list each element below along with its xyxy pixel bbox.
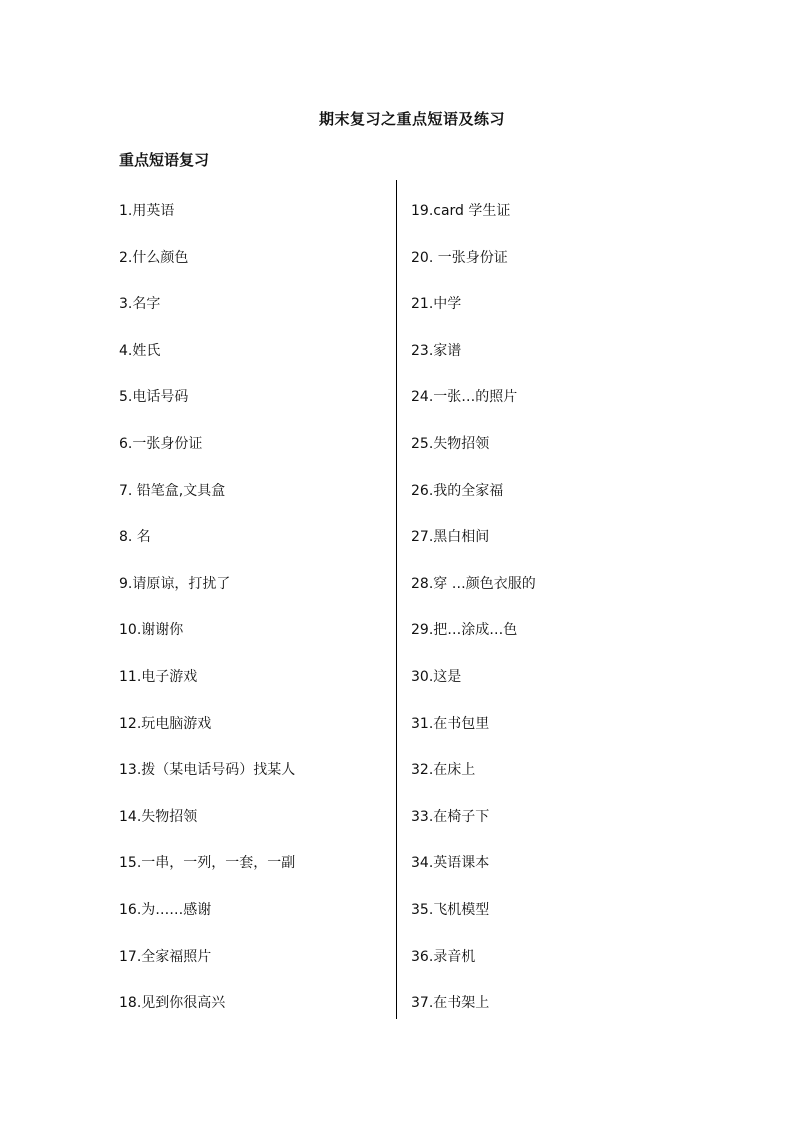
phrase-list-left (119, 200, 295, 1039)
phrase-item: 16.为……感谢 (119, 901, 212, 918)
phrase-item: 14.失物招领 (119, 808, 198, 825)
phrase-item: 4.姓氏 (119, 342, 161, 359)
phrase-item: 13.拨（某电话号码）找某人 (119, 762, 296, 779)
phrase-item: 29.把…涂成…色 (411, 622, 518, 639)
section-heading: 重点短语复习 (119, 151, 210, 169)
phrase-item: 12.玩电脑游戏 (119, 715, 212, 732)
phrase-item: 37.在书架上 (411, 995, 490, 1012)
phrase-item: 36.录音机 (411, 948, 476, 965)
phrase-item: 31.在书包里 (411, 715, 490, 732)
phrase-item: 26.我的全家福 (411, 482, 504, 499)
phrase-item: 18.见到你很高兴 (119, 995, 226, 1012)
phrase-item: 2.什么颜色 (119, 249, 189, 266)
phrase-item: 5.电话号码 (119, 389, 189, 406)
phrase-item: 6.一张身份证 (119, 435, 203, 452)
document-title: 期末复习之重点短语及练习 (318, 110, 505, 128)
phrase-item: 32.在床上 (411, 762, 476, 779)
phrase-item: 25.失物招领 (411, 435, 490, 452)
phrase-item: 11.电子游戏 (119, 668, 198, 685)
phrase-item: 33.在椅子下 (411, 808, 490, 825)
phrase-item: 28.穿 …颜色衣服的 (411, 575, 536, 592)
phrase-item: 10.谢谢你 (119, 622, 184, 639)
phrase-item: 21.中学 (411, 296, 462, 313)
phrase-item: 9.请原谅，打扰了 (119, 575, 231, 592)
phrase-list-right (411, 200, 536, 1039)
phrase-item: 3.名字 (119, 296, 161, 313)
phrase-item: 7. 铅笔盒,文具盒 (119, 482, 226, 499)
phrase-item: 27.黑白相间 (411, 529, 490, 546)
phrase-item: 15.一串，一列，一套，一副 (119, 855, 296, 872)
phrase-item: 17.全家福照片 (119, 948, 212, 965)
phrase-item: 8. 名 (119, 529, 151, 546)
column-divider (396, 180, 397, 1019)
phrase-item: 24.一张…的照片 (411, 389, 518, 406)
phrase-item: 30.这是 (411, 668, 462, 685)
phrase-item: 20. 一张身份证 (411, 249, 508, 266)
phrase-item: 1.用英语 (119, 203, 175, 219)
phrase-item: 35.飞机模型 (411, 901, 490, 918)
phrase-item: 34.英语课本 (411, 855, 490, 872)
phrase-item: 23.家谱 (411, 342, 462, 359)
phrase-item: 19.card 学生证 (411, 203, 511, 219)
